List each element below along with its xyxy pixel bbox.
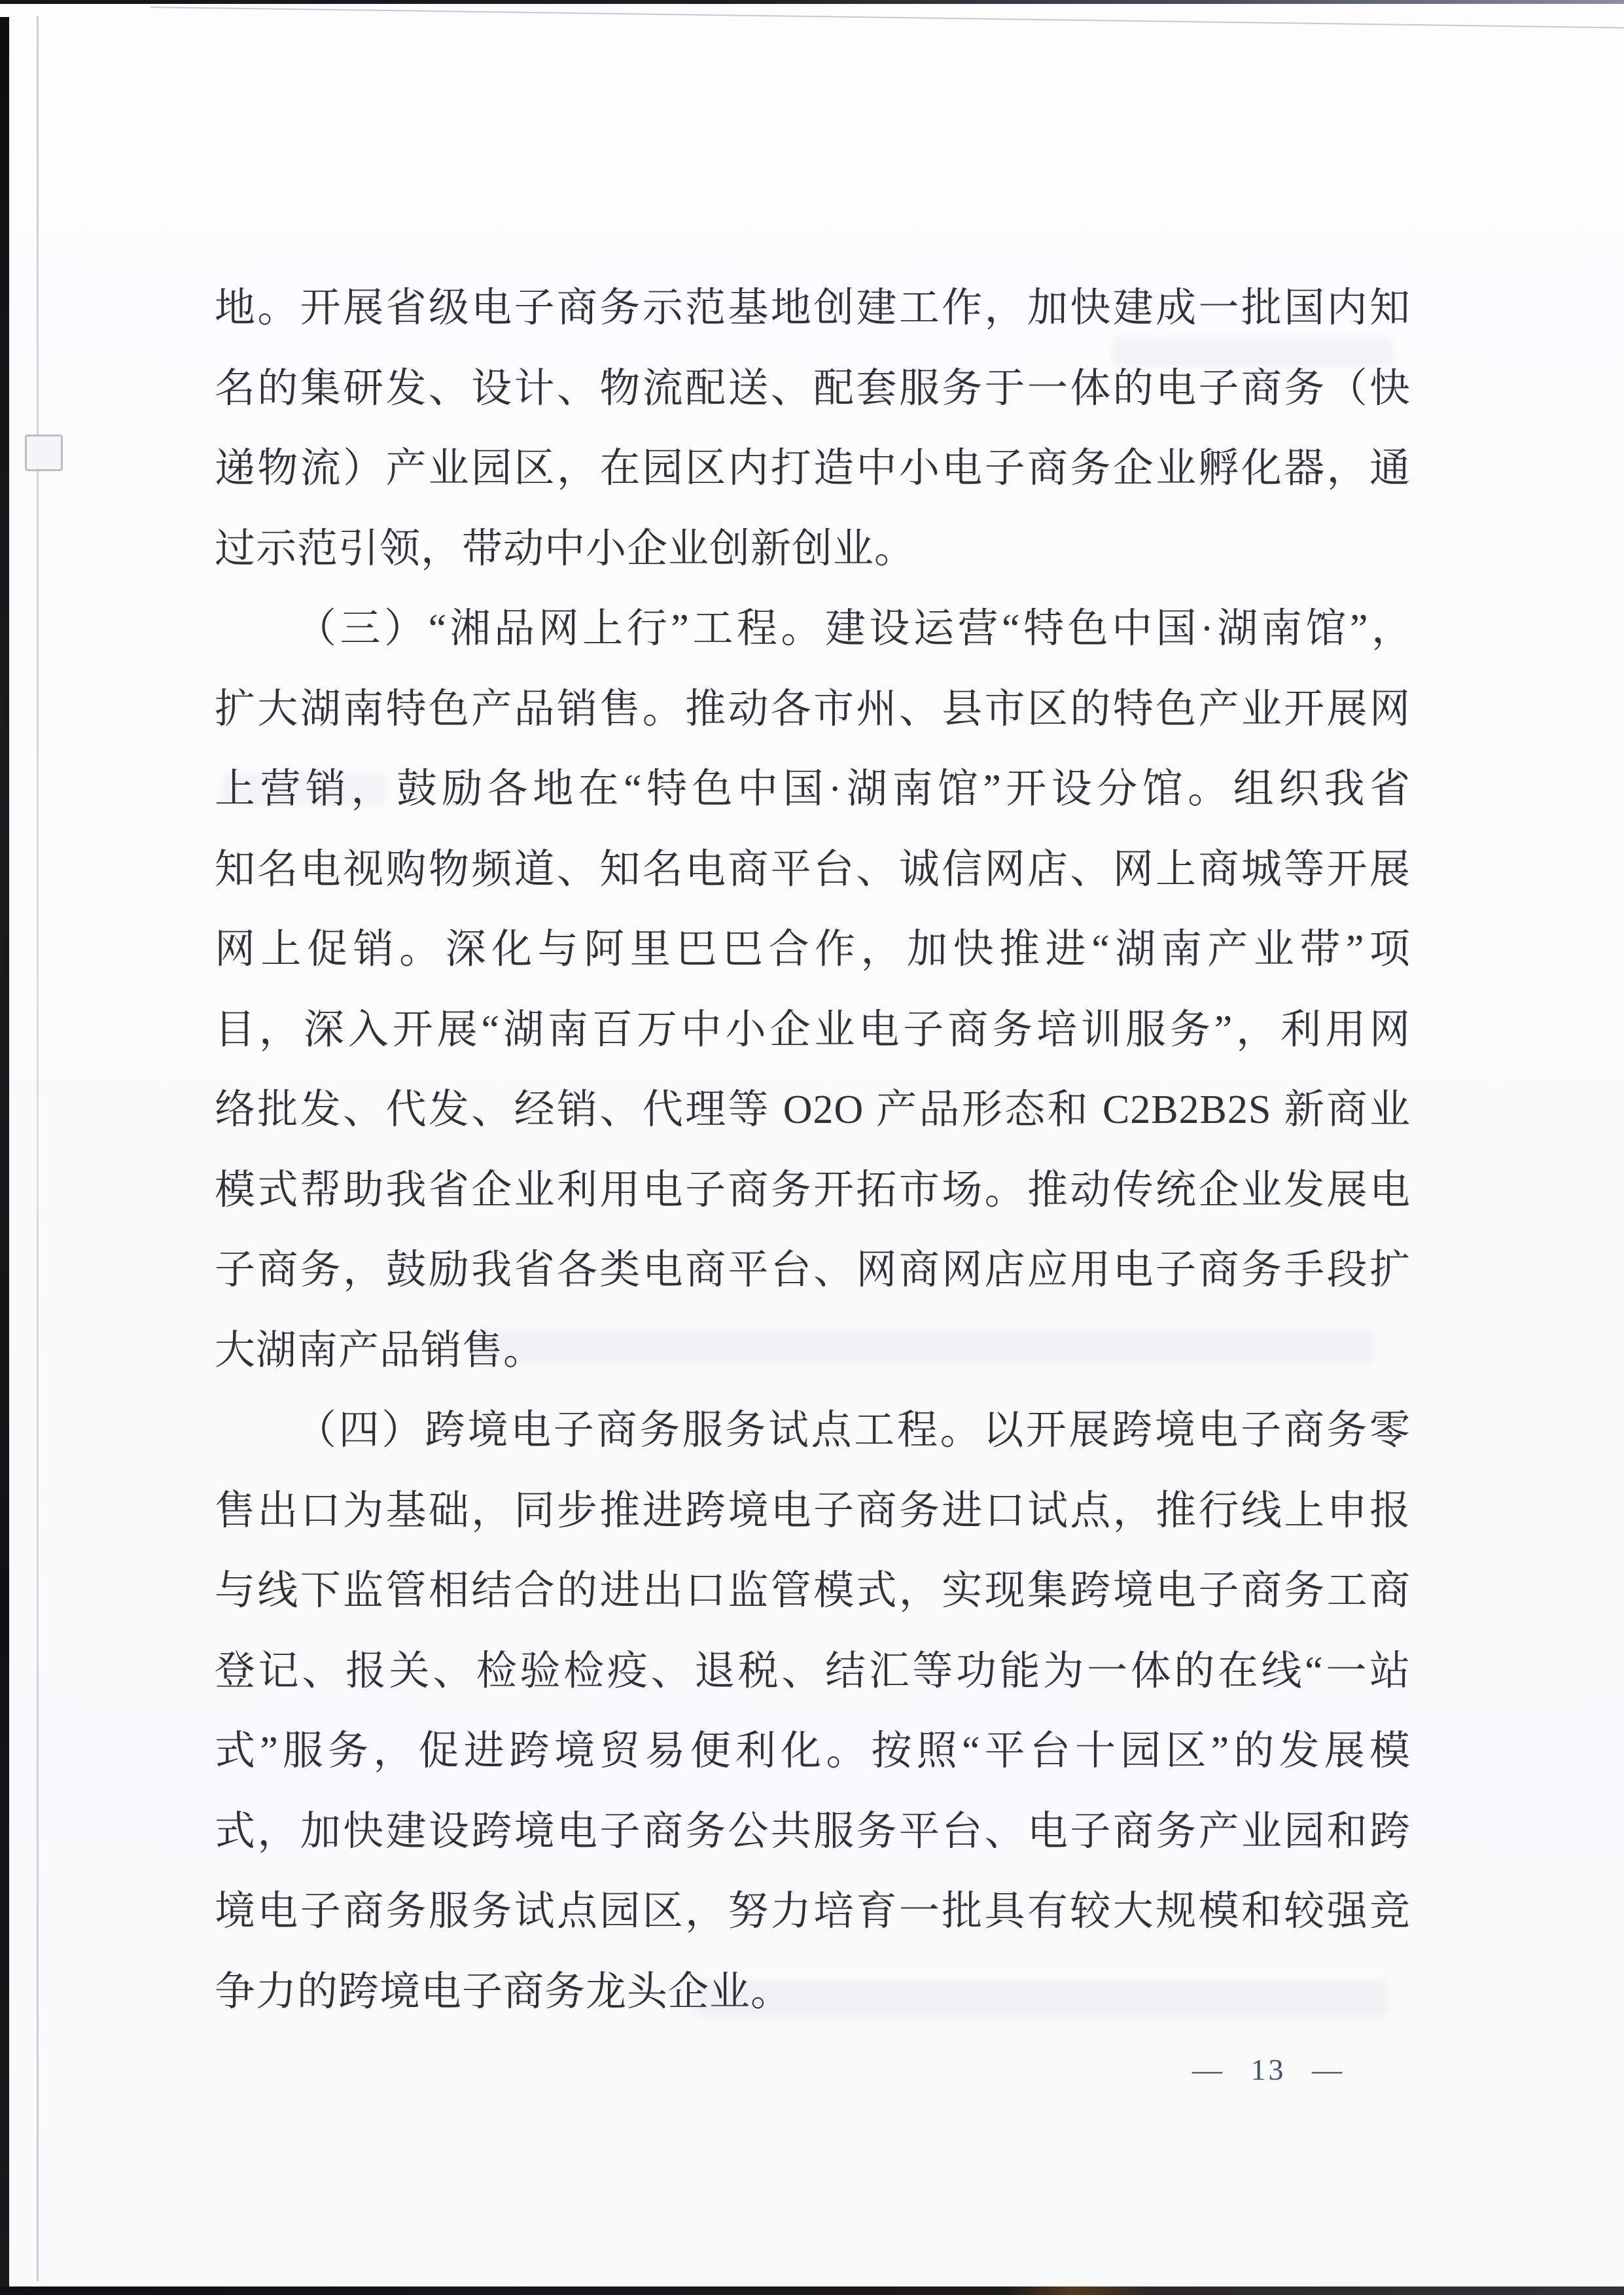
scan-edge-top xyxy=(0,0,1624,4)
document-body xyxy=(215,268,1411,2032)
page-number: — 13 — xyxy=(1192,2053,1345,2086)
text-line: 境电子商务服务试点园区，努力培育一批具有较大规模和较强竞 xyxy=(215,1889,1411,1934)
text-line: 网上促销。深化与阿里巴巴合作，加快推进“湖南产业带”项 xyxy=(215,927,1411,972)
text-line: 式，加快建设跨境电子商务公共服务平台、电子商务产业园和跨 xyxy=(215,1809,1411,1854)
text-line: 售出口为基础，同步推进跨境电子商务进口试点，推行线上申报 xyxy=(215,1488,1411,1533)
text-line: 络批发、代发、经销、代理等 O2O 产品形态和 C2B2B2S 新商业 xyxy=(215,1088,1411,1132)
text-line: 式”服务，促进跨境贸易便利化。按照“平台十园区”的发展模 xyxy=(215,1729,1411,1773)
scan-crease-line xyxy=(150,7,1624,29)
text-line-section-3-heading: （三）“湘品网上行”工程。建设运营“特色中国·湖南馆”， xyxy=(296,607,1411,651)
text-line: 扩大湖南特色产品销售。推动各市州、县市区的特色产业开展网 xyxy=(215,686,1411,732)
text-line: 与线下监管相结合的进出口监管模式，实现集跨境电子商务工商 xyxy=(215,1569,1411,1613)
text-line: 名的集研发、设计、物流配送、配套服务于一体的电子商务（快 xyxy=(215,366,1411,411)
scan-edge-notch xyxy=(25,435,63,471)
scan-edge-bottom xyxy=(0,2286,1624,2295)
text-line: 知名电视购物频道、知名电商平台、诚信网店、网上商城等开展 xyxy=(215,847,1411,892)
text-line: 目，深入开展“湖南百万中小企业电子商务培训服务”，利用网 xyxy=(215,1007,1411,1052)
text-line-section-4-heading: （四）跨境电子商务服务试点工程。以开展跨境电子商务零 xyxy=(296,1408,1411,1453)
text-line: 递物流）产业园区，在园区内打造中小电子商务企业孵化器，通 xyxy=(215,446,1411,491)
text-line: 过示范引领，带动中小企业创新创业。 xyxy=(215,526,916,571)
text-line: 大湖南产品销售。 xyxy=(215,1328,545,1373)
text-line: 上营销，鼓励各地在“特色中国·湖南馆”开设分馆。组织我省 xyxy=(215,767,1411,811)
paper-edge-shadow xyxy=(37,16,39,2281)
text-line: 地。开展省级电子商务示范基地创建工作，加快建成一批国内知 xyxy=(215,286,1411,330)
scan-edge-left xyxy=(0,17,9,2288)
text-line: 争力的跨境电子商务龙头企业。 xyxy=(215,1969,792,2014)
text-line: 模式帮助我省企业利用电子商务开拓市场。推动传统企业发展电 xyxy=(215,1167,1411,1213)
text-line: 登记、报关、检验检疫、退税、结汇等功能为一体的在线“一站 xyxy=(215,1648,1411,1694)
text-line: 子商务，鼓励我省各类电商平台、网商网店应用电子商务手段扩 xyxy=(215,1248,1411,1292)
